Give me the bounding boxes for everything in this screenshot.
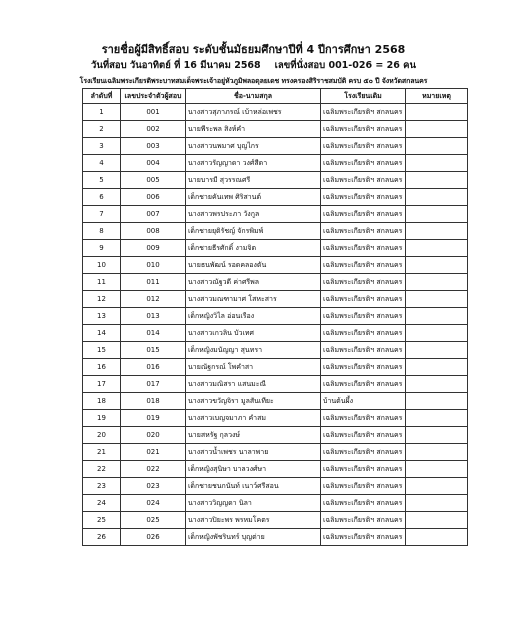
student-name: นางสาวเบญจมาภา คำสม [186, 410, 321, 427]
exam-id: 007 [121, 206, 186, 223]
exam-id: 023 [121, 478, 186, 495]
table-row [83, 342, 468, 359]
previous-school: เฉลิมพระเกียรติฯ สกลนคร [321, 291, 406, 308]
previous-school: เฉลิมพระเกียรติฯ สกลนคร [321, 410, 406, 427]
row-number: 5 [83, 172, 121, 189]
row-number: 13 [83, 308, 121, 325]
row-number: 11 [83, 274, 121, 291]
remark [406, 155, 468, 172]
student-name: เด็กหญิงวิไล อ่อนเรือง [186, 308, 321, 325]
row-number: 8 [83, 223, 121, 240]
table-row [83, 444, 468, 461]
table-body [83, 104, 468, 546]
student-name: นางสาวปิยะพร พรหมโคตร [186, 512, 321, 529]
table-row [83, 410, 468, 427]
previous-school: เฉลิมพระเกียรติฯ สกลนคร [321, 138, 406, 155]
remark [406, 240, 468, 257]
previous-school: เฉลิมพระเกียรติฯ สกลนคร [321, 257, 406, 274]
remark [406, 138, 468, 155]
remark [406, 342, 468, 359]
remark [406, 427, 468, 444]
exam-id: 024 [121, 495, 186, 512]
exam-id: 003 [121, 138, 186, 155]
row-number: 10 [83, 257, 121, 274]
row-number: 3 [83, 138, 121, 155]
student-name: เด็กหญิงพัชรินทร์ บุญต่าย [186, 529, 321, 546]
previous-school: เฉลิมพระเกียรติฯ สกลนคร [321, 172, 406, 189]
row-number: 20 [83, 427, 121, 444]
col-header-number: ลำดับที่ [83, 89, 121, 104]
exam-id: 009 [121, 240, 186, 257]
table-row [83, 189, 468, 206]
row-number: 21 [83, 444, 121, 461]
student-name: เด็กชายชนกนันท์ เนาว์ศรีสอน [186, 478, 321, 495]
student-name: นางสาวขวัญจิรา มูลสันเทียะ [186, 393, 321, 410]
col-header-name: ชื่อ-นามสกุล [186, 89, 321, 104]
student-name: นางสาวรัญญาดา วงศ์สีดา [186, 155, 321, 172]
exam-id: 018 [121, 393, 186, 410]
remark [406, 359, 468, 376]
table-row [83, 325, 468, 342]
row-number: 9 [83, 240, 121, 257]
student-name: นายบารมี สุวรรณศรี [186, 172, 321, 189]
table-row [83, 104, 468, 121]
previous-school: เฉลิมพระเกียรติฯ สกลนคร [321, 240, 406, 257]
previous-school: เฉลิมพระเกียรติฯ สกลนคร [321, 325, 406, 342]
student-name: เด็กชายคันเทพ ศิริสานต์ [186, 189, 321, 206]
row-number: 22 [83, 461, 121, 478]
school-line: โรงเรียนเฉลิมพระเกียรติพระบาทสมเด็จพระเจ้าอยู่หัวภูมิพลอดุลยเดช ทรงครองสิริราชสมบัติ ครบ ๕๐ ปี จังหวัดสกลนคร [79, 77, 428, 85]
previous-school: เฉลิมพระเกียรติฯ สกลนคร [321, 104, 406, 121]
table-row [83, 121, 468, 138]
table-row [83, 291, 468, 308]
row-number: 18 [83, 393, 121, 410]
exam-id: 006 [121, 189, 186, 206]
remark [406, 461, 468, 478]
row-number: 25 [83, 512, 121, 529]
remark [406, 257, 468, 274]
previous-school: เฉลิมพระเกียรติฯ สกลนคร [321, 512, 406, 529]
row-number: 16 [83, 359, 121, 376]
student-name: นางสาววิญญดา นิลา [186, 495, 321, 512]
previous-school: เฉลิมพระเกียรติฯ สกลนคร [321, 461, 406, 478]
row-number: 1 [83, 104, 121, 121]
row-number: 19 [83, 410, 121, 427]
exam-id: 026 [121, 529, 186, 546]
table-row [83, 427, 468, 444]
exam-id: 019 [121, 410, 186, 427]
previous-school: เฉลิมพระเกียรติฯ สกลนคร [321, 427, 406, 444]
remark [406, 274, 468, 291]
student-name: เด็กหญิงมนัญญา สุนทรา [186, 342, 321, 359]
student-name: นายณัฐกรณ์ โพคำสา [186, 359, 321, 376]
exam-id: 010 [121, 257, 186, 274]
exam-info [0, 58, 507, 73]
table-header-row [83, 89, 468, 104]
student-name: นายธนพัฒน์ รอดคลองตัน [186, 257, 321, 274]
table-row [83, 529, 468, 546]
exam-id: 016 [121, 359, 186, 376]
table-row [83, 138, 468, 155]
exam-date: วันที่สอบ วันอาทิตย์ ที่ 16 มีนาคม 2568 [90, 60, 261, 71]
student-name: นายสหรัฐ กุลวงษ์ [186, 427, 321, 444]
previous-school: เฉลิมพระเกียรติฯ สกลนคร [321, 155, 406, 172]
previous-school: เฉลิมพระเกียรติฯ สกลนคร [321, 223, 406, 240]
exam-id: 013 [121, 308, 186, 325]
exam-id: 002 [121, 121, 186, 138]
remark [406, 308, 468, 325]
remark [406, 444, 468, 461]
row-number: 12 [83, 291, 121, 308]
row-number: 24 [83, 495, 121, 512]
row-number: 2 [83, 121, 121, 138]
previous-school: เฉลิมพระเกียรติฯ สกลนคร [321, 444, 406, 461]
previous-school: เฉลิมพระเกียรติฯ สกลนคร [321, 274, 406, 291]
remark [406, 325, 468, 342]
remark [406, 529, 468, 546]
row-number: 26 [83, 529, 121, 546]
table-row [83, 376, 468, 393]
previous-school: เฉลิมพระเกียรติฯ สกลนคร [321, 206, 406, 223]
student-name: นายพีระพล สิงห์คำ [186, 121, 321, 138]
table-row [83, 155, 468, 172]
previous-school: เฉลิมพระเกียรติฯ สกลนคร [321, 342, 406, 359]
exam-id: 017 [121, 376, 186, 393]
previous-school: เฉลิมพระเกียรติฯ สกลนคร [321, 308, 406, 325]
previous-school: บ้านต้นผึ้ง [321, 393, 406, 410]
row-number: 23 [83, 478, 121, 495]
candidate-table [82, 88, 468, 546]
remark [406, 376, 468, 393]
student-name: นางสาวพรประภา วังกูล [186, 206, 321, 223]
exam-id: 020 [121, 427, 186, 444]
table-row [83, 478, 468, 495]
exam-id: 012 [121, 291, 186, 308]
document-title: รายชื่อผู้มีสิทธิ์สอบ ระดับชั้นมัธยมศึกษาปีที่ 4 ปีการศึกษา 2568 [101, 43, 406, 56]
row-number: 15 [83, 342, 121, 359]
remark [406, 512, 468, 529]
remark [406, 393, 468, 410]
row-number: 17 [83, 376, 121, 393]
previous-school: เฉลิมพระเกียรติฯ สกลนคร [321, 121, 406, 138]
table-row [83, 274, 468, 291]
exam-id: 011 [121, 274, 186, 291]
col-header-school: โรงเรียนเดิม [321, 89, 406, 104]
previous-school: เฉลิมพระเกียรติฯ สกลนคร [321, 478, 406, 495]
table-row [83, 461, 468, 478]
student-name: นางสาวน้ำเพชร นาลาพาย [186, 444, 321, 461]
table-row [83, 308, 468, 325]
row-number: 7 [83, 206, 121, 223]
previous-school: เฉลิมพระเกียรติฯ สกลนคร [321, 189, 406, 206]
exam-id: 015 [121, 342, 186, 359]
exam-id: 014 [121, 325, 186, 342]
remark [406, 291, 468, 308]
remark [406, 172, 468, 189]
table-row [83, 359, 468, 376]
student-name: เด็กชายยุติรัชญ์ จักรพิมพ์ [186, 223, 321, 240]
row-number: 6 [83, 189, 121, 206]
exam-id: 004 [121, 155, 186, 172]
previous-school: เฉลิมพระเกียรติฯ สกลนคร [321, 529, 406, 546]
table-row [83, 393, 468, 410]
student-name: นางสาวเกวลิน บัวเทศ [186, 325, 321, 342]
table-row [83, 240, 468, 257]
table-row [83, 206, 468, 223]
previous-school: เฉลิมพระเกียรติฯ สกลนคร [321, 495, 406, 512]
row-number: 4 [83, 155, 121, 172]
student-name: เด็กชายธีรศักดิ์ งามจิต [186, 240, 321, 257]
remark [406, 410, 468, 427]
table-row [83, 257, 468, 274]
exam-id: 001 [121, 104, 186, 121]
remark [406, 223, 468, 240]
previous-school: เฉลิมพระเกียรติฯ สกลนคร [321, 359, 406, 376]
table-row [83, 512, 468, 529]
remark [406, 206, 468, 223]
exam-id: 008 [121, 223, 186, 240]
col-header-exam-id: เลขประจำตัวผู้สอบ [121, 89, 186, 104]
exam-id: 022 [121, 461, 186, 478]
exam-id: 005 [121, 172, 186, 189]
table-row [83, 495, 468, 512]
student-name: นางสาวสุภาภรณ์ เบ้าหล่อเพชร [186, 104, 321, 121]
student-name: นางสาวนพมาศ บุญไกร [186, 138, 321, 155]
remark [406, 478, 468, 495]
student-name: นางสาวมณฑามาศ โสหะสาร [186, 291, 321, 308]
table-row [83, 223, 468, 240]
table-row [83, 172, 468, 189]
student-name: นางสาวมณิสรา แสนมะณี [186, 376, 321, 393]
row-number: 14 [83, 325, 121, 342]
previous-school: เฉลิมพระเกียรติฯ สกลนคร [321, 376, 406, 393]
remark [406, 495, 468, 512]
remark [406, 121, 468, 138]
exam-seats: เลขที่นั่งสอบ 001-026 = 26 คน [274, 60, 417, 71]
exam-id: 021 [121, 444, 186, 461]
remark [406, 189, 468, 206]
col-header-note: หมายเหตุ [406, 89, 468, 104]
exam-id: 025 [121, 512, 186, 529]
student-name: นางสาวณัฐวดี ค่าศรีพล [186, 274, 321, 291]
remark [406, 104, 468, 121]
student-name: เด็กหญิงสุนิษา บาลวงศ์ษา [186, 461, 321, 478]
